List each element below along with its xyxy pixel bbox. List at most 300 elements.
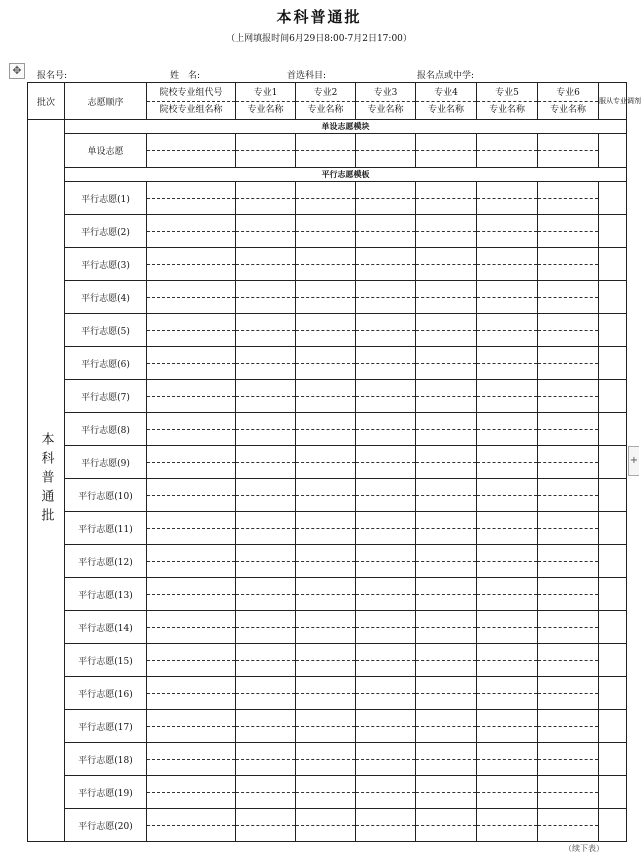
insert-column-icon[interactable]: + bbox=[628, 446, 639, 476]
major-4-entry-cell[interactable] bbox=[416, 446, 477, 479]
major-2-entry-cell[interactable] bbox=[296, 644, 356, 677]
row-label: 平行志愿(8) bbox=[65, 413, 147, 446]
major-5-entry-cell[interactable] bbox=[477, 446, 538, 479]
major-6-entry-cell[interactable] bbox=[538, 215, 599, 248]
major-5-entry-cell[interactable] bbox=[477, 776, 538, 809]
major-1-entry-cell[interactable] bbox=[236, 677, 296, 710]
major-5-entry-cell[interactable] bbox=[477, 512, 538, 545]
dashed-divider bbox=[416, 264, 476, 265]
dashed-divider bbox=[147, 660, 235, 661]
major-2-entry-cell[interactable] bbox=[296, 182, 356, 215]
parallel-volunteer-row bbox=[28, 776, 627, 809]
group-entry-cell[interactable] bbox=[147, 809, 236, 842]
single-volunteer-row bbox=[28, 134, 627, 168]
major-1-entry-cell[interactable] bbox=[236, 314, 296, 347]
dashed-divider bbox=[356, 264, 415, 265]
group-entry-cell[interactable] bbox=[147, 710, 236, 743]
dashed-divider bbox=[296, 198, 355, 199]
major-1-entry-cell[interactable] bbox=[236, 644, 296, 677]
major-6-entry-cell[interactable] bbox=[538, 545, 599, 578]
major-3-entry-cell[interactable] bbox=[356, 413, 416, 446]
major-2-entry-cell[interactable] bbox=[296, 413, 356, 446]
major-5-entry-cell[interactable] bbox=[477, 677, 538, 710]
major-4-entry-cell[interactable] bbox=[416, 182, 477, 215]
dashed-divider bbox=[477, 528, 537, 529]
group-entry-cell[interactable] bbox=[147, 314, 236, 347]
row-label: 平行志愿(3) bbox=[65, 248, 147, 281]
group-entry-cell[interactable] bbox=[147, 677, 236, 710]
dashed-divider bbox=[416, 792, 476, 793]
batch-name: 本科普通批 bbox=[38, 431, 54, 527]
major-2-entry-cell[interactable] bbox=[296, 578, 356, 611]
single-section-title: 单设志愿模块 bbox=[65, 120, 627, 134]
major-1-entry-cell[interactable] bbox=[236, 380, 296, 413]
major-2-entry-cell[interactable] bbox=[296, 134, 356, 168]
major-4-entry-cell[interactable] bbox=[416, 644, 477, 677]
header-order: 志愿顺序 bbox=[65, 83, 147, 120]
major-1-entry-cell[interactable] bbox=[236, 479, 296, 512]
major-2-entry-cell[interactable] bbox=[296, 314, 356, 347]
accept-adjust-cell[interactable] bbox=[599, 215, 627, 248]
accept-adjust-cell[interactable] bbox=[599, 380, 627, 413]
dashed-divider bbox=[356, 297, 415, 298]
major-2-entry-cell[interactable] bbox=[296, 512, 356, 545]
group-entry-cell[interactable] bbox=[147, 644, 236, 677]
major-3-entry-cell[interactable] bbox=[356, 347, 416, 380]
accept-adjust-cell[interactable] bbox=[599, 314, 627, 347]
major-4-entry-cell[interactable] bbox=[416, 677, 477, 710]
dashed-divider bbox=[236, 330, 295, 331]
dashed-divider bbox=[236, 198, 295, 199]
group-entry-cell[interactable] bbox=[147, 743, 236, 776]
dashed-divider bbox=[416, 726, 476, 727]
major-4-entry-cell[interactable] bbox=[416, 545, 477, 578]
major-4-entry-cell[interactable] bbox=[416, 134, 477, 168]
row-label: 平行志愿(10) bbox=[65, 479, 147, 512]
group-entry-cell[interactable] bbox=[147, 134, 236, 168]
header-major-3: 专业3 专业名称 bbox=[356, 83, 416, 120]
group-entry-cell[interactable] bbox=[147, 578, 236, 611]
major-4-entry-cell[interactable] bbox=[416, 215, 477, 248]
accept-adjust-cell[interactable] bbox=[599, 446, 627, 479]
major-2-entry-cell[interactable] bbox=[296, 743, 356, 776]
major-1-entry-cell[interactable] bbox=[236, 809, 296, 842]
dashed-divider bbox=[147, 297, 235, 298]
group-entry-cell[interactable] bbox=[147, 380, 236, 413]
row-label: 平行志愿(7) bbox=[65, 380, 147, 413]
dashed-divider bbox=[236, 825, 295, 826]
dashed-divider bbox=[147, 528, 235, 529]
major-4-entry-cell[interactable] bbox=[416, 611, 477, 644]
dashed-divider bbox=[356, 150, 415, 151]
accept-adjust-cell[interactable] bbox=[599, 281, 627, 314]
accept-adjust-cell[interactable] bbox=[599, 182, 627, 215]
dashed-divider bbox=[538, 561, 598, 562]
major-2-entry-cell[interactable] bbox=[296, 347, 356, 380]
accept-adjust-cell[interactable] bbox=[599, 479, 627, 512]
parallel-volunteer-row bbox=[28, 644, 627, 677]
dashed-divider bbox=[356, 429, 415, 430]
major-1-entry-cell[interactable] bbox=[236, 446, 296, 479]
dashed-divider bbox=[296, 660, 355, 661]
parallel-volunteer-row bbox=[28, 611, 627, 644]
dashed-divider bbox=[477, 429, 537, 430]
major-2-entry-cell[interactable] bbox=[296, 611, 356, 644]
major-1-entry-cell[interactable] bbox=[236, 512, 296, 545]
dashed-divider bbox=[538, 330, 598, 331]
group-entry-cell[interactable] bbox=[147, 545, 236, 578]
dashed-divider bbox=[296, 693, 355, 694]
dashed-divider bbox=[416, 627, 476, 628]
dashed-divider bbox=[147, 231, 235, 232]
major-3-entry-cell[interactable] bbox=[356, 446, 416, 479]
accept-adjust-cell[interactable] bbox=[599, 644, 627, 677]
major-1-entry-cell[interactable] bbox=[236, 743, 296, 776]
parallel-section-title: 平行志愿模板 bbox=[65, 168, 627, 182]
row-label: 平行志愿(17) bbox=[65, 710, 147, 743]
parallel-volunteer-row bbox=[28, 347, 627, 380]
row-label: 平行志愿(2) bbox=[65, 215, 147, 248]
major-3-entry-cell[interactable] bbox=[356, 776, 416, 809]
dashed-divider bbox=[296, 396, 355, 397]
header-major-4: 专业4 专业名称 bbox=[416, 83, 477, 120]
major-4-entry-cell[interactable] bbox=[416, 248, 477, 281]
row-label: 平行志愿(15) bbox=[65, 644, 147, 677]
dashed-divider bbox=[477, 495, 537, 496]
major-5-entry-cell[interactable] bbox=[477, 215, 538, 248]
dashed-divider bbox=[236, 462, 295, 463]
accept-adjust-cell[interactable] bbox=[599, 134, 627, 168]
major-4-entry-cell[interactable] bbox=[416, 776, 477, 809]
major-4-entry-cell[interactable] bbox=[416, 809, 477, 842]
parallel-volunteer-row bbox=[28, 710, 627, 743]
major-5-entry-cell[interactable] bbox=[477, 809, 538, 842]
dashed-divider bbox=[538, 264, 598, 265]
major-5-entry-cell[interactable] bbox=[477, 248, 538, 281]
accept-adjust-cell[interactable] bbox=[599, 809, 627, 842]
dashed-divider bbox=[416, 297, 476, 298]
major-1-entry-cell[interactable] bbox=[236, 413, 296, 446]
dashed-divider bbox=[147, 594, 235, 595]
dashed-divider bbox=[147, 264, 235, 265]
dashed-divider bbox=[296, 561, 355, 562]
dashed-divider bbox=[538, 627, 598, 628]
dashed-divider bbox=[477, 231, 537, 232]
major-2-entry-cell[interactable] bbox=[296, 215, 356, 248]
group-entry-cell[interactable] bbox=[147, 347, 236, 380]
major-3-entry-cell[interactable] bbox=[356, 281, 416, 314]
major-3-entry-cell[interactable] bbox=[356, 677, 416, 710]
dashed-divider bbox=[477, 198, 537, 199]
dashed-divider bbox=[538, 759, 598, 760]
parallel-volunteer-row bbox=[28, 248, 627, 281]
accept-adjust-cell[interactable] bbox=[599, 347, 627, 380]
dashed-divider bbox=[477, 660, 537, 661]
dashed-divider bbox=[538, 726, 598, 727]
group-entry-cell[interactable] bbox=[147, 281, 236, 314]
dashed-divider bbox=[477, 825, 537, 826]
major-5-entry-cell[interactable] bbox=[477, 545, 538, 578]
dashed-divider bbox=[477, 693, 537, 694]
major-1-entry-cell[interactable] bbox=[236, 134, 296, 168]
dashed-divider bbox=[416, 150, 476, 151]
major-2-entry-cell[interactable] bbox=[296, 479, 356, 512]
dashed-divider bbox=[416, 429, 476, 430]
accept-adjust-cell[interactable] bbox=[599, 776, 627, 809]
dashed-divider bbox=[416, 198, 476, 199]
major-6-entry-cell[interactable] bbox=[538, 248, 599, 281]
major-6-entry-cell[interactable] bbox=[538, 710, 599, 743]
major-5-entry-cell[interactable] bbox=[477, 134, 538, 168]
major-5-entry-cell[interactable] bbox=[477, 743, 538, 776]
header-major-6: 专业6 专业名称 bbox=[538, 83, 599, 120]
parallel-volunteer-row bbox=[28, 182, 627, 215]
major-4-entry-cell[interactable] bbox=[416, 413, 477, 446]
major-2-entry-cell[interactable] bbox=[296, 545, 356, 578]
major-1-entry-cell[interactable] bbox=[236, 578, 296, 611]
major-6-entry-cell[interactable] bbox=[538, 743, 599, 776]
dashed-divider bbox=[538, 363, 598, 364]
major-4-entry-cell[interactable] bbox=[416, 380, 477, 413]
major-6-entry-cell[interactable] bbox=[538, 512, 599, 545]
dashed-divider bbox=[477, 792, 537, 793]
batch-cell bbox=[28, 120, 65, 842]
dashed-divider bbox=[538, 150, 598, 151]
parallel-volunteer-row bbox=[28, 413, 627, 446]
major-2-entry-cell[interactable] bbox=[296, 380, 356, 413]
accept-adjust-cell[interactable] bbox=[599, 545, 627, 578]
major-4-entry-cell[interactable] bbox=[416, 479, 477, 512]
dashed-divider bbox=[236, 231, 295, 232]
parallel-volunteer-row bbox=[28, 281, 627, 314]
major-3-entry-cell[interactable] bbox=[356, 314, 416, 347]
major-4-entry-cell[interactable] bbox=[416, 710, 477, 743]
major-2-entry-cell[interactable] bbox=[296, 281, 356, 314]
major-3-entry-cell[interactable] bbox=[356, 215, 416, 248]
table-move-handle-icon[interactable]: ✥ bbox=[9, 63, 25, 79]
accept-adjust-cell[interactable] bbox=[599, 611, 627, 644]
accept-adjust-cell[interactable] bbox=[599, 512, 627, 545]
dashed-divider bbox=[416, 825, 476, 826]
header-batch: 批次 bbox=[28, 83, 65, 120]
major-5-entry-cell[interactable] bbox=[477, 281, 538, 314]
group-entry-cell[interactable] bbox=[147, 248, 236, 281]
accept-adjust-cell[interactable] bbox=[599, 677, 627, 710]
major-5-entry-cell[interactable] bbox=[477, 710, 538, 743]
dashed-divider bbox=[416, 231, 476, 232]
dashed-divider bbox=[538, 693, 598, 694]
major-1-entry-cell[interactable] bbox=[236, 710, 296, 743]
major-2-entry-cell[interactable] bbox=[296, 677, 356, 710]
dashed-divider bbox=[236, 264, 295, 265]
major-6-entry-cell[interactable] bbox=[538, 578, 599, 611]
major-4-entry-cell[interactable] bbox=[416, 347, 477, 380]
major-5-entry-cell[interactable] bbox=[477, 347, 538, 380]
major-3-entry-cell[interactable] bbox=[356, 134, 416, 168]
dashed-divider bbox=[477, 759, 537, 760]
major-5-entry-cell[interactable] bbox=[477, 413, 538, 446]
dashed-divider bbox=[538, 462, 598, 463]
dashed-divider bbox=[356, 693, 415, 694]
major-6-entry-cell[interactable] bbox=[538, 413, 599, 446]
row-label: 平行志愿(12) bbox=[65, 545, 147, 578]
group-entry-cell[interactable] bbox=[147, 479, 236, 512]
accept-adjust-cell[interactable] bbox=[599, 248, 627, 281]
accept-adjust-cell[interactable] bbox=[599, 578, 627, 611]
header-row bbox=[28, 83, 627, 120]
row-label: 平行志愿(4) bbox=[65, 281, 147, 314]
name-label: 姓 名: bbox=[170, 71, 201, 81]
single-section-row bbox=[28, 120, 627, 134]
group-entry-cell[interactable] bbox=[147, 446, 236, 479]
major-5-entry-cell[interactable] bbox=[477, 182, 538, 215]
group-entry-cell[interactable] bbox=[147, 611, 236, 644]
parallel-volunteer-row bbox=[28, 578, 627, 611]
major-3-entry-cell[interactable] bbox=[356, 611, 416, 644]
group-entry-cell[interactable] bbox=[147, 182, 236, 215]
major-3-entry-cell[interactable] bbox=[356, 380, 416, 413]
dashed-divider bbox=[356, 528, 415, 529]
dashed-divider bbox=[356, 627, 415, 628]
dashed-divider bbox=[236, 594, 295, 595]
dashed-divider bbox=[356, 792, 415, 793]
major-2-entry-cell[interactable] bbox=[296, 248, 356, 281]
major-2-entry-cell[interactable] bbox=[296, 776, 356, 809]
major-1-entry-cell[interactable] bbox=[236, 347, 296, 380]
row-label: 平行志愿(1) bbox=[65, 182, 147, 215]
dashed-divider bbox=[236, 396, 295, 397]
reg-no-label: 报名号: bbox=[37, 71, 68, 81]
major-2-entry-cell[interactable] bbox=[296, 446, 356, 479]
header-group-name: 院校专业组名称 bbox=[159, 104, 223, 115]
major-4-entry-cell[interactable] bbox=[416, 743, 477, 776]
major-5-entry-cell[interactable] bbox=[477, 644, 538, 677]
major-3-entry-cell[interactable] bbox=[356, 644, 416, 677]
major-1-entry-cell[interactable] bbox=[236, 776, 296, 809]
major-3-entry-cell[interactable] bbox=[356, 512, 416, 545]
major-3-entry-cell[interactable] bbox=[356, 578, 416, 611]
row-label: 平行志愿(6) bbox=[65, 347, 147, 380]
header-group bbox=[147, 83, 236, 120]
parallel-section-row bbox=[28, 168, 627, 182]
parallel-volunteer-row bbox=[28, 677, 627, 710]
major-4-entry-cell[interactable] bbox=[416, 314, 477, 347]
major-2-entry-cell[interactable] bbox=[296, 809, 356, 842]
parallel-volunteer-row bbox=[28, 215, 627, 248]
major-1-entry-cell[interactable] bbox=[236, 182, 296, 215]
major-3-entry-cell[interactable] bbox=[356, 479, 416, 512]
major-6-entry-cell[interactable] bbox=[538, 380, 599, 413]
dashed-divider bbox=[356, 396, 415, 397]
dashed-divider bbox=[236, 792, 295, 793]
group-entry-cell[interactable] bbox=[147, 512, 236, 545]
major-6-entry-cell[interactable] bbox=[538, 776, 599, 809]
major-6-entry-cell[interactable] bbox=[538, 134, 599, 168]
dashed-divider bbox=[356, 363, 415, 364]
dashed-divider bbox=[236, 297, 295, 298]
major-6-entry-cell[interactable] bbox=[538, 281, 599, 314]
major-5-entry-cell[interactable] bbox=[477, 611, 538, 644]
parallel-volunteer-row bbox=[28, 545, 627, 578]
header-major-5: 专业5 专业名称 bbox=[477, 83, 538, 120]
major-3-entry-cell[interactable] bbox=[356, 545, 416, 578]
row-label: 平行志愿(16) bbox=[65, 677, 147, 710]
major-6-entry-cell[interactable] bbox=[538, 182, 599, 215]
major-1-entry-cell[interactable] bbox=[236, 215, 296, 248]
major-3-entry-cell[interactable] bbox=[356, 743, 416, 776]
major-4-entry-cell[interactable] bbox=[416, 512, 477, 545]
dashed-divider bbox=[477, 594, 537, 595]
dashed-divider bbox=[356, 561, 415, 562]
dashed-divider bbox=[356, 231, 415, 232]
row-label: 平行志愿(19) bbox=[65, 776, 147, 809]
dashed-divider bbox=[416, 561, 476, 562]
dashed-divider bbox=[296, 231, 355, 232]
major-6-entry-cell[interactable] bbox=[538, 347, 599, 380]
dashed-divider bbox=[538, 660, 598, 661]
accept-adjust-cell[interactable] bbox=[599, 743, 627, 776]
dashed-divider bbox=[236, 561, 295, 562]
dashed-divider bbox=[477, 561, 537, 562]
major-5-entry-cell[interactable] bbox=[477, 578, 538, 611]
dashed-divider bbox=[538, 297, 598, 298]
row-label: 平行志愿(9) bbox=[65, 446, 147, 479]
major-3-entry-cell[interactable] bbox=[356, 710, 416, 743]
major-1-entry-cell[interactable] bbox=[236, 611, 296, 644]
dashed-divider bbox=[356, 198, 415, 199]
major-2-entry-cell[interactable] bbox=[296, 710, 356, 743]
row-label: 平行志愿(14) bbox=[65, 611, 147, 644]
major-5-entry-cell[interactable] bbox=[477, 314, 538, 347]
major-4-entry-cell[interactable] bbox=[416, 281, 477, 314]
major-6-entry-cell[interactable] bbox=[538, 677, 599, 710]
major-1-entry-cell[interactable] bbox=[236, 545, 296, 578]
parallel-volunteer-row bbox=[28, 446, 627, 479]
major-3-entry-cell[interactable] bbox=[356, 248, 416, 281]
dashed-divider bbox=[147, 363, 235, 364]
major-6-entry-cell[interactable] bbox=[538, 314, 599, 347]
accept-adjust-cell[interactable] bbox=[599, 710, 627, 743]
dashed-divider bbox=[147, 759, 235, 760]
major-1-entry-cell[interactable] bbox=[236, 248, 296, 281]
major-1-entry-cell[interactable] bbox=[236, 281, 296, 314]
major-6-entry-cell[interactable] bbox=[538, 446, 599, 479]
parallel-volunteer-row bbox=[28, 743, 627, 776]
major-6-entry-cell[interactable] bbox=[538, 809, 599, 842]
major-6-entry-cell[interactable] bbox=[538, 611, 599, 644]
dashed-divider bbox=[147, 495, 235, 496]
dashed-divider bbox=[356, 594, 415, 595]
major-3-entry-cell[interactable] bbox=[356, 809, 416, 842]
accept-adjust-cell[interactable] bbox=[599, 413, 627, 446]
major-5-entry-cell[interactable] bbox=[477, 479, 538, 512]
dashed-divider bbox=[356, 726, 415, 727]
major-4-entry-cell[interactable] bbox=[416, 578, 477, 611]
major-6-entry-cell[interactable] bbox=[538, 479, 599, 512]
major-6-entry-cell[interactable] bbox=[538, 644, 599, 677]
row-label: 平行志愿(13) bbox=[65, 578, 147, 611]
dashed-divider bbox=[147, 792, 235, 793]
parallel-volunteer-row bbox=[28, 380, 627, 413]
major-3-entry-cell[interactable] bbox=[356, 182, 416, 215]
dashed-divider bbox=[416, 462, 476, 463]
dashed-divider bbox=[147, 561, 235, 562]
group-entry-cell[interactable] bbox=[147, 776, 236, 809]
major-5-entry-cell[interactable] bbox=[477, 380, 538, 413]
group-entry-cell[interactable] bbox=[147, 215, 236, 248]
page-subtitle: （上网填报时间6月29日8:00-7月2日17:00） bbox=[226, 34, 412, 44]
group-entry-cell[interactable] bbox=[147, 413, 236, 446]
